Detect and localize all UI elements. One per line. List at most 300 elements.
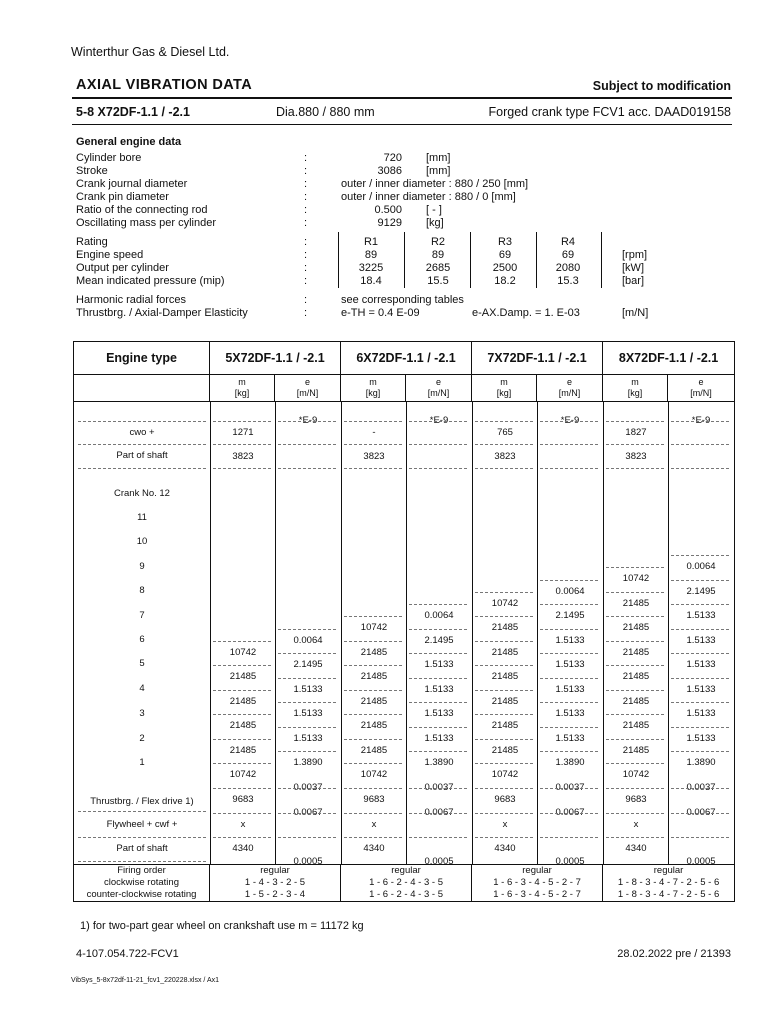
firing-regular: regular [260, 865, 290, 876]
cell-separator [344, 444, 402, 445]
cell-separator [475, 641, 533, 642]
spec-label: Ratio of the connecting rod [76, 204, 208, 216]
cell-separator [475, 763, 533, 764]
cell-separator [278, 678, 336, 679]
cell-separator [344, 641, 402, 642]
cell-separator [606, 421, 664, 422]
cell-separator [409, 751, 467, 752]
shaft-mass: 3823 [363, 451, 385, 462]
company-name: Winterthur Gas & Diesel Ltd. [71, 45, 230, 59]
spec-label: Crank journal diameter [76, 178, 188, 190]
cell-separator [606, 665, 664, 666]
engine-variant: 5-8 X72DF-1.1 / -2.1 [76, 105, 190, 119]
spec-value: 3086 [377, 165, 402, 177]
crank-mass: 21485 [491, 671, 519, 682]
crank-elasticity: 1.3890 [424, 757, 454, 768]
row-separator [78, 861, 206, 862]
colon: : [304, 307, 308, 319]
crank-mass: 21485 [229, 744, 257, 756]
page-title: AXIAL VIBRATION DATA [76, 77, 253, 93]
elasticity-unit-header [406, 375, 472, 402]
cell-separator [409, 604, 467, 605]
crank-elasticity: 1.5133 [686, 610, 716, 621]
mass-unit-header [341, 375, 406, 402]
flywheel-elasticity: 0.0067 [293, 807, 323, 818]
colon: : [304, 249, 308, 261]
rating-divider [404, 232, 405, 288]
engine-header: 7X72DF-1.1 / -2.1 [472, 342, 603, 375]
crank-elasticity: 1.5133 [293, 708, 323, 719]
cell-separator [213, 813, 271, 814]
table-body [74, 402, 735, 865]
cwo-mass: 765 [497, 427, 513, 438]
cell-separator [671, 678, 729, 679]
crank-elasticity: 1.5133 [686, 634, 716, 646]
mass-unit: [kg] [234, 388, 250, 398]
elasticity-label: e [567, 377, 573, 387]
mass-label: m [631, 377, 639, 387]
row-label: 3 [139, 708, 145, 719]
crank-elasticity: 1.5133 [686, 683, 716, 695]
elasticity-unit: [m/N] [427, 388, 450, 398]
cell-separator [213, 690, 271, 691]
document-number: 4-107.054.722-FCV1 [76, 948, 179, 960]
crank-elasticity: 0.0064 [686, 561, 716, 572]
column-divider [406, 402, 407, 864]
crank-elasticity: 2.1495 [686, 585, 716, 597]
column-divider [275, 402, 276, 864]
cell-separator [409, 788, 467, 789]
cell-separator [671, 751, 729, 752]
cell-separator [475, 788, 533, 789]
shaft-elasticity: 0.0005 [555, 856, 585, 867]
cell-separator [475, 714, 533, 715]
crank-elasticity: 2.1495 [555, 610, 585, 621]
crank-elasticity: 2.1495 [424, 634, 454, 646]
row-label: 2 [139, 733, 145, 744]
firing-order-cell [472, 865, 603, 902]
rating-col-header: R3 [497, 236, 513, 248]
row-label: 4 [139, 683, 145, 694]
firing-order-cell [341, 865, 472, 902]
cell-separator [606, 763, 664, 764]
shaft-mass: 3823 [494, 451, 516, 462]
spec-label: Oscillating mass per cylinder [76, 217, 216, 229]
cell-separator [213, 763, 271, 764]
thrust-unit: [m/N] [622, 307, 649, 319]
crank-mass: 21485 [622, 695, 650, 707]
thrust-mass: 9683 [232, 794, 254, 805]
cell-separator [540, 678, 598, 679]
cell-separator [213, 421, 271, 422]
shaft-mass: 4340 [363, 843, 385, 854]
cell-separator [475, 813, 533, 814]
crank-mass: 21485 [491, 622, 519, 633]
cell-separator [606, 690, 664, 691]
thrust-mass: 9683 [494, 794, 516, 805]
rating-label: Output per cylinder [76, 262, 169, 274]
shaft-mass: 3823 [232, 451, 254, 462]
row-label: 7 [139, 610, 145, 621]
cell-separator [409, 653, 467, 654]
cell-separator [540, 837, 598, 838]
crank-elasticity: 1.5133 [686, 708, 716, 719]
cell-separator [409, 813, 467, 814]
thrust-elasticity: 0.0037 [293, 782, 323, 793]
spec-value: 720 [383, 152, 402, 164]
row-label: 6 [139, 634, 145, 645]
cell-separator [606, 444, 664, 445]
thrust-elasticity: 0.0037 [686, 782, 716, 793]
cell-separator [671, 604, 729, 605]
colon: : [304, 152, 308, 164]
elasticity-unit: [m/N] [690, 388, 712, 398]
crank-elasticity: 1.5133 [424, 732, 454, 744]
crank-mass: 21485 [360, 646, 388, 658]
crank-mass: 21485 [491, 695, 519, 707]
cell-separator [278, 813, 336, 814]
cell-separator [671, 421, 729, 422]
rating-value: 18.2 [494, 275, 516, 287]
row-separator [78, 421, 206, 422]
row-label: 10 [136, 536, 148, 547]
cell-separator [540, 580, 598, 581]
firing-regular: regular [391, 865, 421, 876]
row-label: 1 [139, 757, 145, 768]
cell-separator [606, 788, 664, 789]
rating-value: 15.5 [427, 275, 449, 287]
column-divider [341, 402, 342, 864]
cell-separator [671, 702, 729, 703]
elasticity-scale: *E-9 [429, 415, 449, 426]
cell-separator [540, 468, 598, 469]
crank-mass: 21485 [360, 744, 388, 756]
cell-separator [344, 813, 402, 814]
colon: : [304, 217, 308, 229]
crank-mass: 21485 [360, 720, 388, 731]
blank-cell [74, 375, 210, 402]
crank-elasticity: 0.0064 [424, 610, 454, 621]
subject-note: Subject to modification [592, 79, 731, 93]
cell-separator [475, 690, 533, 691]
crank-elasticity: 1.5133 [555, 634, 585, 646]
engine-type-header: Engine type [74, 342, 210, 375]
cell-separator [475, 616, 533, 617]
elasticity-label: e [436, 377, 442, 387]
crank-elasticity: 2.1495 [293, 659, 323, 670]
cell-separator [409, 421, 467, 422]
spec-label: Stroke [76, 165, 108, 177]
engine-header: 6X72DF-1.1 / -2.1 [341, 342, 472, 375]
cell-separator [475, 468, 533, 469]
crank-mass: 21485 [229, 695, 257, 707]
crank-elasticity: 1.3890 [555, 757, 585, 768]
cell-separator [540, 421, 598, 422]
cell-separator [278, 837, 336, 838]
thrust-mass: 9683 [363, 794, 385, 805]
row-label: 5 [139, 658, 145, 669]
cell-separator [671, 727, 729, 728]
rating-value: 3225 [358, 262, 384, 274]
row-separator [78, 811, 206, 812]
rating-value: 69 [498, 249, 512, 261]
colon: : [304, 191, 308, 203]
row-separator [78, 468, 206, 469]
engine-header: 5X72DF-1.1 / -2.1 [210, 342, 341, 375]
rating-col-header: R4 [560, 236, 576, 248]
cell-separator [278, 788, 336, 789]
crank-type: Forged crank type FCV1 acc. DAAD019158 [488, 105, 731, 119]
row-label: Thrustbrg. / Flex drive 1) [90, 796, 194, 807]
crank-elasticity: 1.5133 [424, 708, 454, 719]
firing-cw: 1 - 6 - 2 - 4 - 3 - 5 [369, 877, 443, 888]
cell-separator [606, 739, 664, 740]
crank-mass: 21485 [491, 744, 519, 756]
rating-unit: [kW] [622, 262, 644, 274]
crank-elasticity: 1.5133 [686, 659, 716, 670]
row-separator [78, 444, 206, 445]
cell-separator [671, 788, 729, 789]
crank-elasticity: 1.5133 [555, 683, 585, 695]
rating-value: 15.3 [557, 275, 579, 287]
mass-unit-header [210, 375, 275, 402]
crank-mass: 10742 [229, 646, 257, 658]
shaft-mass: 4340 [625, 843, 647, 854]
column-divider [472, 402, 473, 864]
harmonic-value: see corresponding tables [341, 294, 464, 306]
section-heading: General engine data [76, 136, 182, 148]
cwo-mass: 1827 [625, 427, 647, 438]
firing-ccw: 1 - 6 - 2 - 4 - 3 - 5 [369, 889, 443, 900]
cell-separator [475, 421, 533, 422]
cell-separator [278, 653, 336, 654]
row-label: Part of shaft [116, 843, 168, 854]
crank-mass: 21485 [622, 744, 650, 756]
firing-ccw: 1 - 5 - 2 - 3 - 4 [244, 889, 306, 900]
spec-value: 0.500 [374, 204, 402, 216]
row-label: cwo + [129, 427, 155, 438]
cell-separator [475, 444, 533, 445]
crank-mass: 10742 [622, 573, 650, 584]
crank-mass: 21485 [491, 720, 519, 731]
elasticity-unit-header [537, 375, 603, 402]
cell-separator [540, 727, 598, 728]
spec-value: outer / inner diameter : 880 / 250 [mm] [341, 178, 529, 190]
cell-separator [344, 665, 402, 666]
mass-unit: [kg] [365, 388, 381, 398]
thrust-mass: 9683 [625, 794, 647, 805]
spec-unit: [mm] [426, 152, 451, 164]
flywheel-elasticity: 0.0067 [424, 807, 454, 818]
spec-value: outer / inner diameter : 880 / 0 [mm] [341, 191, 516, 203]
row-label: Flywheel + cwf + [106, 819, 178, 830]
cell-separator [606, 592, 664, 593]
shaft-mass: 3823 [625, 451, 647, 462]
thrust-elasticity: 0.0037 [424, 782, 454, 793]
cell-separator [344, 837, 402, 838]
cell-separator [671, 813, 729, 814]
cell-separator [213, 837, 271, 838]
shaft-elasticity: 0.0005 [424, 856, 454, 867]
cell-separator [409, 629, 467, 630]
crank-mass: 21485 [229, 671, 257, 682]
cell-separator [278, 421, 336, 422]
firing-cw: 1 - 6 - 3 - 4 - 5 - 2 - 7 [493, 877, 581, 888]
cell-separator [278, 727, 336, 728]
cell-separator [409, 444, 467, 445]
cell-separator [213, 641, 271, 642]
rating-value: 2500 [492, 262, 518, 274]
crank-mass: 21485 [622, 622, 650, 633]
crank-elasticity: 1.3890 [686, 757, 716, 768]
firing-order-cell [210, 865, 341, 902]
crank-mass: 21485 [622, 671, 650, 682]
crank-mass: 21485 [360, 671, 388, 682]
colon: : [304, 236, 308, 248]
cell-separator [671, 653, 729, 654]
rule [72, 97, 732, 99]
cell-separator [475, 739, 533, 740]
row-label: 8 [139, 585, 145, 596]
cell-separator [606, 813, 664, 814]
flywheel-mass: x [633, 819, 639, 830]
mass-unit-header [603, 375, 668, 402]
elasticity-unit-header [668, 375, 735, 402]
flywheel-elasticity: 0.0067 [555, 807, 585, 818]
spec-unit: [mm] [426, 165, 451, 177]
cell-separator [344, 616, 402, 617]
cell-separator [540, 653, 598, 654]
elasticity-scale: *E-9 [560, 415, 580, 426]
colon: : [304, 204, 308, 216]
footnote: 1) for two-part gear wheel on crankshaft use m = 11172 kg [80, 920, 364, 932]
firing-cw: 1 - 8 - 3 - 4 - 7 - 2 - 5 - 6 [617, 877, 720, 888]
cell-separator [475, 837, 533, 838]
cell-separator [344, 690, 402, 691]
flywheel-mass: x [371, 819, 377, 830]
mass-unit: [kg] [627, 388, 643, 398]
cell-separator [213, 444, 271, 445]
spec-unit: [kg] [426, 217, 444, 229]
firing-labels: Firing order clockwise rotating counter-clockwise rotating [74, 865, 210, 902]
rating-unit: [rpm] [622, 249, 648, 261]
column-divider [210, 402, 211, 864]
elasticity-unit: [m/N] [296, 388, 319, 398]
crank-mass: 10742 [229, 769, 257, 780]
cell-separator [540, 751, 598, 752]
cell-separator [671, 444, 729, 445]
row-label: Crank No. 12 [114, 488, 170, 499]
rating-value: 89 [431, 249, 445, 261]
column-divider [537, 402, 538, 864]
rating-value: 89 [364, 249, 378, 261]
firing-ccw: 1 - 6 - 3 - 4 - 5 - 2 - 7 [493, 889, 581, 900]
crank-elasticity: 0.0064 [293, 634, 323, 646]
cell-separator [606, 468, 664, 469]
rating-label: Mean indicated pressure (mip) [76, 275, 225, 287]
cell-separator [540, 444, 598, 445]
rule [72, 124, 732, 125]
crank-elasticity: 1.5133 [424, 659, 454, 670]
firing-cw: 1 - 4 - 3 - 2 - 5 [244, 877, 306, 888]
cell-separator [344, 739, 402, 740]
cell-separator [606, 567, 664, 568]
cell-separator [213, 739, 271, 740]
crank-mass: 21485 [622, 597, 650, 609]
crank-mass: 21485 [229, 720, 257, 731]
cell-separator [606, 641, 664, 642]
elasticity-unit-header [275, 375, 341, 402]
mass-unit-header [472, 375, 537, 402]
rating-value: 18.4 [360, 275, 382, 287]
spec-label: Crank pin diameter [76, 191, 169, 203]
crank-mass: 10742 [491, 769, 519, 780]
firing-ccw: 1 - 8 - 3 - 4 - 7 - 2 - 5 - 6 [617, 889, 720, 900]
cell-separator [540, 813, 598, 814]
cell-separator [671, 555, 729, 556]
cell-separator [540, 629, 598, 630]
rating-divider [338, 232, 339, 288]
cell-separator [278, 444, 336, 445]
cell-separator [409, 702, 467, 703]
cell-separator [606, 714, 664, 715]
cell-separator [671, 837, 729, 838]
cell-separator [344, 788, 402, 789]
shaft-elasticity: 0.0005 [293, 856, 323, 867]
spec-value: 9129 [377, 217, 402, 229]
flywheel-elasticity: 0.0067 [686, 807, 716, 818]
colon: : [304, 178, 308, 190]
crank-elasticity: 1.5133 [293, 683, 323, 695]
cell-separator [278, 629, 336, 630]
cell-separator [344, 421, 402, 422]
rating-label: Rating [76, 236, 108, 248]
shaft-mass: 4340 [494, 843, 516, 854]
colon: : [304, 294, 308, 306]
rating-value: 2080 [555, 262, 581, 274]
row-label: 9 [139, 561, 145, 572]
crank-elasticity: 1.5133 [686, 732, 716, 744]
cell-separator [606, 837, 664, 838]
cell-separator [344, 763, 402, 764]
crank-elasticity: 1.5133 [424, 683, 454, 695]
cell-separator [213, 788, 271, 789]
crank-mass: 21485 [491, 646, 519, 658]
colon: : [304, 262, 308, 274]
mass-unit: [kg] [496, 388, 512, 398]
cell-separator [278, 702, 336, 703]
cell-separator [540, 702, 598, 703]
engine-header: 8X72DF-1.1 / -2.1 [603, 342, 735, 375]
crank-elasticity: 1.5133 [555, 708, 585, 719]
rating-col-header: R1 [363, 236, 379, 248]
diameter-info: Dia.880 / 880 mm [276, 105, 375, 119]
thrust-label: Thrustbrg. / Axial-Damper Elasticity [76, 307, 248, 319]
crank-elasticity: 0.0064 [555, 585, 585, 597]
rating-value: 69 [561, 249, 575, 261]
cwo-mass: - [372, 427, 376, 438]
column-divider [603, 402, 604, 864]
colon: : [304, 275, 308, 287]
shaft-elasticity: 0.0005 [686, 856, 716, 867]
firing-regular: regular [653, 865, 684, 876]
elasticity-label: e [305, 377, 311, 387]
rating-value: 2685 [425, 262, 451, 274]
cell-separator [540, 788, 598, 789]
row-separator [78, 837, 206, 838]
cell-separator [213, 714, 271, 715]
rating-label: Engine speed [76, 249, 144, 261]
